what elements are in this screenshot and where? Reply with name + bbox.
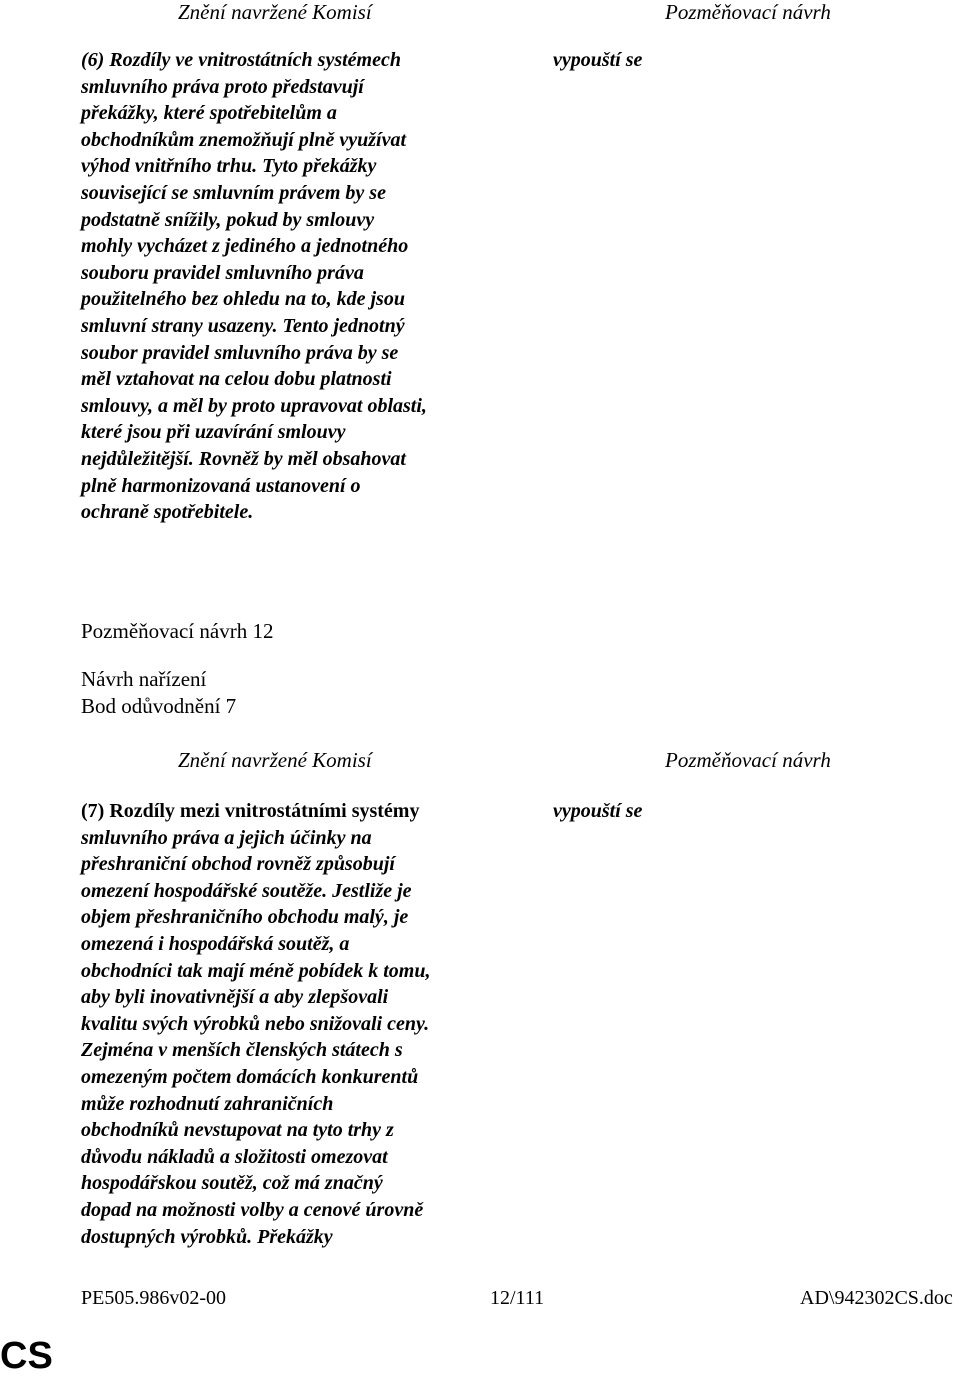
text-line: plně harmonizovaná ustanovení o bbox=[81, 474, 361, 497]
text-line: dopad na možnosti volby a cenové úrovně bbox=[81, 1198, 424, 1221]
text-line: ochraně spotřebitele. bbox=[81, 501, 254, 524]
text-line: hospodářskou soutěž, což má značný bbox=[81, 1172, 383, 1195]
text-line: aby byli inovativnější a aby zlepšovali bbox=[81, 986, 389, 1009]
text-line: přeshraniční obchod rovněž způsobují bbox=[81, 853, 395, 876]
deleted-label-2: vypouští se bbox=[553, 800, 643, 822]
file-name: AD\942302CS.doc bbox=[800, 1287, 953, 1309]
proposal-label: Návrh nařízení bbox=[81, 667, 207, 691]
text-line: obchodníci tak mají méně pobídek k tomu, bbox=[81, 959, 431, 982]
text-line: (6) Rozdíly ve vnitrostátních systémech bbox=[81, 49, 401, 71]
commission-text-recital-6 bbox=[81, 47, 521, 526]
text-line: smluvního práva proto představují bbox=[81, 75, 364, 98]
text-line: omezená i hospodářská soutěž, a bbox=[81, 932, 350, 955]
text-line: smlouvy, a měl by proto upravovat oblasti, bbox=[81, 394, 427, 417]
text-line: smluvního práva a jejich účinky na bbox=[81, 826, 372, 849]
text-line: Zejména v menších členských státech s bbox=[81, 1039, 403, 1062]
text-line: které jsou při uzavírání smlouvy bbox=[81, 421, 346, 444]
text-line: použitelného bez ohledu na to, kde jsou bbox=[81, 288, 405, 311]
text-line: podstatně snížily, pokud by smlouvy bbox=[81, 208, 375, 231]
text-line: může rozhodnutí zahraničních bbox=[81, 1092, 334, 1115]
text-line: omezeným počtem domácích konkurentů bbox=[81, 1065, 419, 1088]
column-heading-amendment: Pozměňovací návrh bbox=[665, 0, 831, 24]
text-line: objem přeshraničního obchodu malý, je bbox=[81, 906, 409, 929]
text-line: smluvní strany usazeny. Tento jednotný bbox=[81, 314, 405, 337]
text-line: (7) Rozdíly mezi vnitrostátními systémy bbox=[81, 800, 420, 822]
text-line: mohly vycházet z jediného a jednotného bbox=[81, 235, 409, 258]
amendment-title: Pozměňovací návrh 12 bbox=[81, 619, 274, 643]
column-heading-amendment-2: Pozměňovací návrh bbox=[665, 748, 831, 772]
text-line: obchodníkům znemožňují plně využívat bbox=[81, 128, 407, 151]
text-line: nejdůležitější. Rovněž by měl obsahovat bbox=[81, 447, 406, 470]
text-line: související se smluvním právem by se bbox=[81, 181, 386, 204]
column-heading-commission-text: Znění navržené Komisí bbox=[178, 0, 372, 24]
page-number: 12/111 bbox=[490, 1287, 545, 1309]
deleted-label: vypouští se bbox=[553, 49, 643, 71]
text-line: soubor pravidel smluvního práva by se bbox=[81, 341, 399, 364]
commission-text-recital-7 bbox=[81, 798, 521, 1250]
text-line: omezení hospodářské soutěže. Jestliže je bbox=[81, 879, 412, 902]
document-reference: PE505.986v02-00 bbox=[81, 1287, 226, 1309]
recital-label: Bod odůvodnění 7 bbox=[81, 694, 237, 718]
text-line: souboru pravidel smluvního práva bbox=[81, 261, 364, 284]
text-line: překážky, které spotřebitelům a bbox=[81, 102, 337, 125]
text-line: důvodu nákladů a složitosti omezovat bbox=[81, 1145, 388, 1168]
language-code: CS bbox=[0, 1335, 53, 1377]
text-line: kvalitu svých výrobků nebo snižovali ceny. bbox=[81, 1012, 430, 1035]
text-line: výhod vnitřního trhu. Tyto překážky bbox=[81, 155, 377, 178]
text-line: dostupných výrobků. Překážky bbox=[81, 1225, 333, 1248]
text-line: obchodníků nevstupovat na tyto trhy z bbox=[81, 1119, 394, 1142]
text-line: měl vztahovat na celou dobu platnosti bbox=[81, 368, 392, 391]
column-heading-commission-text-2: Znění navržené Komisí bbox=[178, 748, 372, 772]
